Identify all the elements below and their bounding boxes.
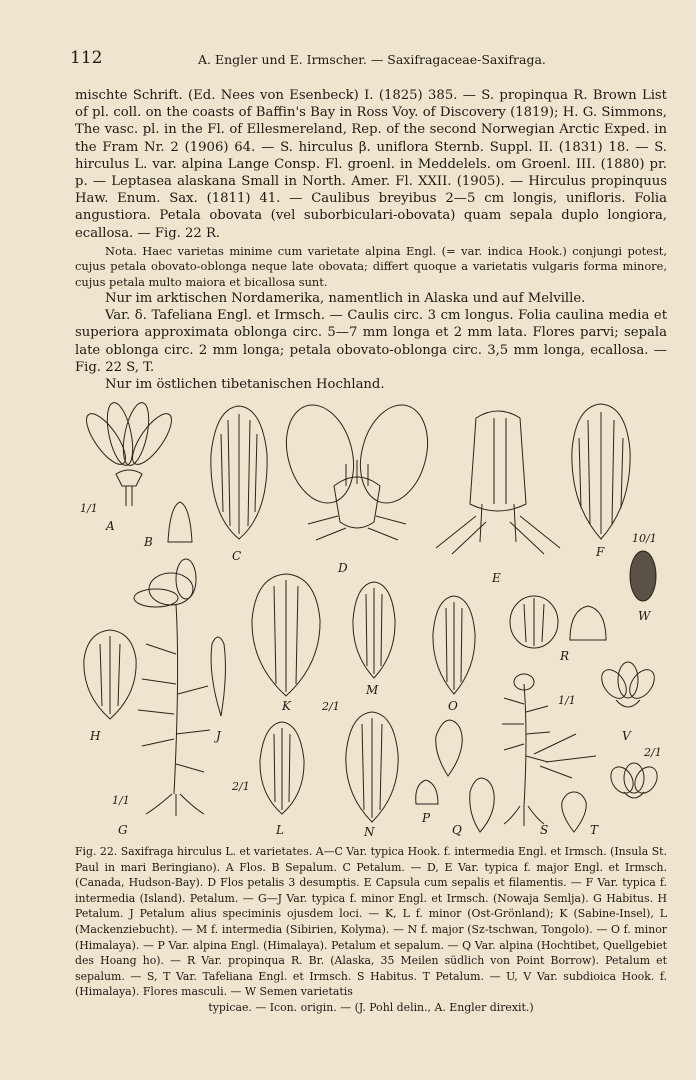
figure-e-capsule bbox=[436, 411, 560, 554]
nota-paragraph: Nota. Haec varietas minime cum varietate alpina Engl. (= var. indica Hook.) conjungi potest, cujus petala obovato-oblonga neque late obovata; differt quoque a varietatis vulgaris forma minore, cujus petala multo maiora et bicallosa sunt. bbox=[75, 243, 667, 289]
label-v: V bbox=[622, 729, 631, 743]
scale-a: 1/1 bbox=[80, 502, 98, 515]
figure-m-petal bbox=[353, 582, 395, 678]
scale-k: 2/1 bbox=[322, 700, 340, 713]
caption-text: Fig. 22. Saxifraga hirculus L. et varietates. A—C Var. typica Hook. f. intermedia Engl. et Irmsch. (Insula St. Paul in mari Beringiano). A Flos. B Sepalum. C Petalum. — D, E Var. typica f. major Engl. et Irmsch. (Canada, Hudson-Bay). D Flos petalis 3 desumptis. E Capsula cum sepalis et filamentis. — F Var. typica f. intermedia (Island). Petalum. — G—J Var. typica f. minor Engl. et Irmsch. (Nowaja Semlja). G Habitus. H Petalum. J Petalum alius speciminis ojusdem loci. — K, L f. minor (Ost-Grönland); K (Sabine-Insel), L (Mackenziebucht). — M f. intermedia (Sibirien, Kolyma). — N f. major (Sz-tschwan, Tongolo). — O f. minor (Himalaya). — P Var. alpina Engl. (Himalaya). Petalum et sepalum. — Q Var. alpina (Hochtibet, Quellgebiet des Hoang ho). — R Var. propinqua R. Br. (Alaska, 35 Meilen südlich von Point Borrow). Petalum et sepalum. — S, T Var. Tafeliana Engl. et Irmsch. S Habitus. T Petalum. — U, V Var. subdioica Hook. f. (Himalaya). Flores masculi. — W Semen varietatis bbox=[75, 845, 668, 999]
synonymy-paragraph: mischte Schrift. (Ed. Nees von Esenbeck) I. (1825) 385. — S. propinqua R. Brown List of pl. coll. on the coasts of Baffin's Bay in Ross Voy. of Discovery (1819); H. G. Simmons, The vasc. pl. in the Fl. of Ellesmereland, Rep. of the second Norwegian Arctic Exped. in the Fram Nr. 2 (1906) 64. — S. hirculus β. uniflora Sternb. Suppl. II. (1831) 18. — S. hirculus L. var. alpina Lange Consp. Fl. groenl. in Meddelels. om Groenl. III. (1880) pr. p. — Leptasea alaskana Small in North. Amer. Fl. XXII. (1905). — Hirculus propinquus Haw. Enum. Sax. (1811) 41. — Caulibus breyibus 2—5 cm longis, unifloris. Folia angustiora. Petala obovata (vel suborbiculari-obovata) quam sepala duplo longiora, ecallosa. — Fig. 22 R. bbox=[75, 88, 667, 241]
label-o: O bbox=[448, 699, 458, 713]
label-a: A bbox=[106, 519, 115, 533]
figure-v-flower bbox=[606, 763, 661, 798]
scale-f: 10/1 bbox=[632, 532, 657, 545]
label-j: J bbox=[216, 729, 221, 743]
label-q: Q bbox=[452, 823, 462, 837]
figure-w-seed bbox=[630, 551, 656, 601]
label-f: F bbox=[596, 545, 605, 559]
botanical-illustration bbox=[76, 394, 666, 840]
distribution-note-2: Nur im östlichen tibetanischen Hochland. bbox=[105, 377, 385, 393]
figure-g-habit bbox=[134, 559, 210, 816]
scale-l: 2/1 bbox=[232, 780, 250, 793]
label-e: E bbox=[492, 571, 501, 585]
figure-h-petal bbox=[84, 630, 136, 719]
figure-caption bbox=[75, 844, 667, 1016]
variety-delta-paragraph: Var. δ. Tafeliana Engl. et Irmsch. — Caulis circ. 3 cm longus. Folia caulina media et superiora approximata oblonga circ. 5—7 mm longa et 2 mm lata. Flores parvi; sepala late oblonga circ. 2 mm longa; petala obovato-oblonga circ. 3,5 mm longa, ecallosa. — Fig. 22 S, T. bbox=[75, 308, 667, 375]
figure-o-petal bbox=[433, 596, 475, 694]
figure-t-petal bbox=[562, 792, 587, 832]
figure-a-flower bbox=[80, 400, 178, 506]
distribution-note-1: Nur im arktischen Nordamerika, namentlich in Alaska und auf Melville. bbox=[105, 291, 586, 307]
caption-last-line: typicae. — Icon. origin. — (J. Pohl delin., A. Engler direxit.) bbox=[208, 1000, 534, 1014]
figure-s-habit bbox=[502, 674, 596, 826]
scale-v: 2/1 bbox=[644, 746, 662, 759]
figure-q-petal bbox=[436, 720, 462, 776]
label-p: P bbox=[422, 811, 431, 825]
label-w: W bbox=[638, 609, 651, 623]
figure-n-petal bbox=[346, 712, 398, 822]
scale-s: 1/1 bbox=[558, 694, 576, 707]
label-g: G bbox=[118, 823, 128, 837]
figure-c-petal bbox=[211, 406, 267, 539]
label-m: M bbox=[366, 683, 379, 697]
figure-u-flower bbox=[597, 662, 660, 707]
label-h: H bbox=[90, 729, 101, 743]
figure-r-petal-sepal bbox=[510, 596, 606, 648]
running-head: A. Engler und E. Irmscher. — Saxifragaceae-Saxifraga. bbox=[198, 52, 546, 67]
label-n: N bbox=[364, 825, 375, 839]
scale-g: 1/1 bbox=[112, 794, 130, 807]
label-r: R bbox=[560, 649, 570, 663]
label-d: D bbox=[338, 561, 348, 575]
figure-b-sepal bbox=[168, 502, 192, 542]
figure-k-petal bbox=[252, 574, 320, 696]
figure-j-petal bbox=[211, 637, 225, 716]
figure-l-petal bbox=[260, 722, 304, 814]
page-number: 112 bbox=[70, 48, 103, 68]
label-t: T bbox=[590, 823, 599, 837]
figure-d-flower bbox=[276, 397, 438, 540]
label-k: K bbox=[282, 699, 291, 713]
label-c: C bbox=[232, 549, 242, 563]
label-b: B bbox=[144, 535, 153, 549]
label-s: S bbox=[540, 823, 549, 837]
body-text bbox=[75, 87, 667, 393]
figure-plate bbox=[76, 394, 666, 840]
page-header bbox=[70, 48, 670, 72]
label-l: L bbox=[276, 823, 284, 837]
figure-f-petal bbox=[572, 404, 630, 539]
